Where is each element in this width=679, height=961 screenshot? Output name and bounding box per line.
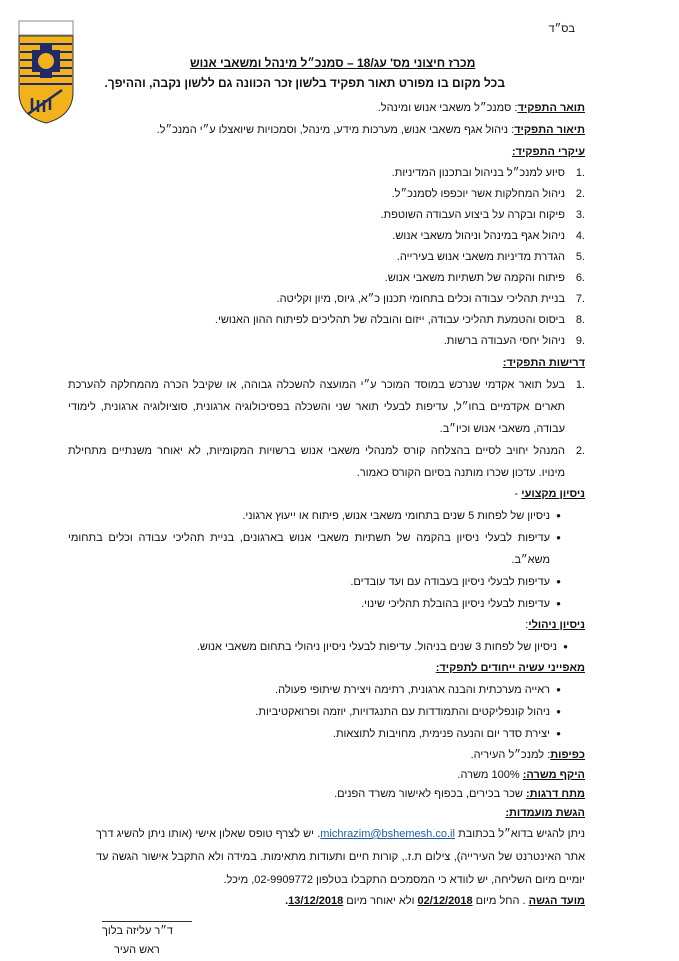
- subordination-label: כפיפות: [550, 749, 585, 761]
- main-duties-list: [68, 163, 585, 352]
- trait-row: [68, 723, 567, 745]
- grades-label: מתח דרגות:: [526, 788, 585, 800]
- professional-item: עדיפות לבעלי ניסיון בהקמה של תשתיות משאבי אנוש בארגונים, בניית תהליכי עבודה וכלים בתחומי משא״ב.: [68, 532, 550, 566]
- role-title-value: : סמנכ״ל משאבי אנוש ומינהל.: [377, 102, 518, 114]
- submission-text: . יש לצרף טופס שאלון אישי (אותו ניתן להשיג דרך אתר האינטרנט של העירייה), צילום ת.ז., קורות חיים ותעודות מתאימות. במידה ולא התקבל אישור הגשה עד יומיים מיום השליחה, יש לוודא כי המסמכים התקבלו בטלפון 02-9909772, מיכל.: [96, 828, 585, 886]
- bullet-icon: ●: [556, 729, 561, 738]
- bullet-icon: ●: [556, 599, 561, 608]
- trait-item: ראייה מערכתית והבנה ארגונית, רתימה ויצירת שיתופי פעולה.: [275, 684, 550, 696]
- city-logo: [18, 20, 74, 124]
- scope-label: היקף משרה:: [522, 769, 585, 781]
- deadline-label: מועד הגשה: [528, 895, 585, 907]
- deadline-text: ולא יאוחר מיום: [343, 895, 418, 907]
- duty-item: בניית תהליכי עבודה וכלים בתחומי תכנון כ״א, גיוס, מיון וקליטה.: [276, 293, 565, 305]
- professional-item: ניסיון של לפחות 5 שנים בתחומי משאבי אנוש, פיתוח או ייעוץ ארגוני.: [242, 510, 550, 522]
- managerial-row: [68, 636, 574, 658]
- duty-number: 2.: [575, 188, 585, 200]
- duty-row: [68, 226, 585, 247]
- traits-heading: מאפייני עשיה ייחודים לתפקיד:: [435, 662, 585, 674]
- duty-row: [68, 163, 585, 184]
- duty-row: [68, 289, 585, 310]
- duty-row: [68, 205, 585, 226]
- managerial-item: ניסיון של לפחות 3 שנים בניהול. עדיפות לבעלי ניסיון ניהולי בתחום משאבי אנוש.: [196, 641, 557, 653]
- professional-item: עדיפות לבעלי ניסיון בעבודה עם ועד עובדים.: [350, 576, 550, 588]
- bullet-icon: ●: [556, 533, 561, 542]
- role-desc-line: [68, 119, 585, 141]
- managerial-heading-suffix: :: [525, 619, 529, 631]
- managerial-heading-label: ניסיון ניהולי: [528, 619, 585, 631]
- trait-row: [68, 679, 567, 701]
- requirements-heading: דרישות התפקיד:: [502, 357, 585, 369]
- trait-item: ניהול קונפליקטים והתמודדות עם התנגדויות, יוזמה ופרואקטיביות.: [255, 706, 550, 718]
- duty-number: 9.: [575, 335, 585, 347]
- requirement-item: המנהל יחויב לסיים בהצלחה קורס למנהלי משאבי אנוש ברשויות המקומיות, לא יאוחר משנתיים מתחילת מינויו. עדכון שכרו מותנה בסיום הקורס כאמור.: [68, 445, 565, 479]
- grades-line: [68, 785, 585, 804]
- email-link[interactable]: michrazim@bshemesh.co.il: [320, 828, 455, 840]
- subordination-line: [68, 745, 585, 766]
- bullet-icon: ●: [556, 707, 561, 716]
- scope-value: 100% משרה.: [457, 769, 523, 781]
- duty-item: פיקוח ובקרה על ביצוע העבודה השוטפת.: [380, 209, 565, 221]
- requirement-row: [68, 374, 585, 440]
- duty-number: 7.: [575, 293, 585, 305]
- duty-row: [68, 310, 585, 331]
- signature-block: [102, 921, 585, 960]
- requirement-row: [68, 440, 585, 484]
- duty-item: סיוע למנכ״ל בניהול ובתכנון המדיניות.: [391, 167, 565, 179]
- deadline-text: .: [285, 895, 289, 907]
- duty-item: ניהול יחסי העבודה ברשות.: [443, 335, 565, 347]
- deadline-text: . החל מיום: [472, 895, 529, 907]
- bullet-icon: ●: [556, 511, 561, 520]
- duty-row: [68, 184, 585, 205]
- duty-item: ביסוס והטמעת תהליכי עבודה, ייזום והובלה של תהליכים לפיתוח ההון האנושי.: [214, 314, 565, 326]
- bsd-mark: בס״ד: [548, 23, 575, 35]
- professional-heading: [68, 484, 585, 505]
- subordination-value: : למנכ״ל העיריה.: [470, 749, 551, 761]
- requirement-number: 1.: [575, 379, 585, 391]
- professional-heading-label: ניסיון מקצועי: [521, 488, 585, 500]
- professional-item: עדיפות לבעלי ניסיון בהובלת תהליכי שינוי.: [361, 598, 550, 610]
- duty-number: 8.: [575, 314, 585, 326]
- professional-heading-suffix: -: [514, 488, 522, 500]
- trait-row: [68, 701, 567, 723]
- role-desc-value: : ניהול אגף משאבי אנוש, מערכות מידע, מינהל, וסמכויות שיואצלו ע״י המנכ״ל.: [156, 124, 515, 136]
- role-title-line: [68, 97, 585, 119]
- bullet-icon: ●: [556, 685, 561, 694]
- duty-number: 5.: [575, 251, 585, 263]
- duty-row: [68, 247, 585, 268]
- duty-item: פיתוח והקמה של תשתיות משאבי אנוש.: [384, 272, 565, 284]
- scope-line: [68, 766, 585, 785]
- grades-value: שכר בכירים, בכפוף לאישור משרד הפנים.: [334, 788, 527, 800]
- duty-number: 4.: [575, 230, 585, 242]
- duty-number: 1.: [575, 167, 585, 179]
- professional-row: [68, 571, 567, 593]
- bullet-icon: ●: [563, 642, 568, 651]
- duty-item: ניהול המחלקות אשר יוכפפו לסמנכ״ל.: [391, 188, 565, 200]
- trait-item: יצירת סדר יום והנעה פנימית, מחויבות לתוצאות.: [332, 728, 550, 740]
- professional-row: [68, 505, 567, 527]
- deadline-to-date: 13/12/2018: [288, 895, 344, 907]
- duty-item: הגדרת מדיניות משאבי אנוש בעירייה.: [396, 251, 565, 263]
- page-title: מכרז חיצוני מס' עג/18 – סמנכ״ל מינהל ומשאבי אנוש: [190, 56, 476, 70]
- duty-item: ניהול אגף במינהל וניהול משאבי אנוש.: [392, 230, 565, 242]
- role-desc-label: תיאור התפקיד: [514, 124, 585, 136]
- role-title-label: תואר התפקיד: [517, 102, 585, 114]
- managerial-heading: [68, 615, 585, 636]
- duty-number: 3.: [575, 209, 585, 221]
- submission-text: ניתן להגיש בדוא״ל בכתובת: [454, 828, 585, 840]
- page-subtitle: בכל מקום בו מפורט תאור תפקיד בלשון זכר הכוונה גם ללשון נקבה, וההיפך.: [104, 76, 505, 90]
- bullet-icon: ●: [556, 577, 561, 586]
- professional-row: [68, 527, 567, 571]
- deadline-line: [68, 892, 585, 911]
- document-body: [68, 97, 585, 960]
- signature-title: ראש העיר: [114, 944, 160, 956]
- requirement-number: 2.: [575, 445, 585, 457]
- submission-heading: הגשת מועמדות:: [505, 807, 585, 819]
- submission-paragraph: [96, 823, 585, 892]
- main-duties-heading: עיקרי התפקיד:: [511, 146, 585, 158]
- signature-name: ד״ר עליזה בלוך: [102, 925, 174, 937]
- duty-number: 6.: [575, 272, 585, 284]
- requirement-item: בעל תואר אקדמי שנרכש במוסד המוכר ע״י המועצה להשכלה גבוהה, או שקיבל הכרה מהמחלקה להערכת תארים אקדמיים בחו״ל, עדיפות לבעלי תואר שני והשכלה בפסיכולוגיה ארגונית, סוציולוגיה ארגונית, לימודי עבודה, משאבי אנוש וכיו״ב.: [68, 379, 565, 435]
- duty-row: [68, 331, 585, 352]
- professional-row: [68, 593, 567, 615]
- duty-row: [68, 268, 585, 289]
- deadline-from-date: 02/12/2018: [417, 895, 473, 907]
